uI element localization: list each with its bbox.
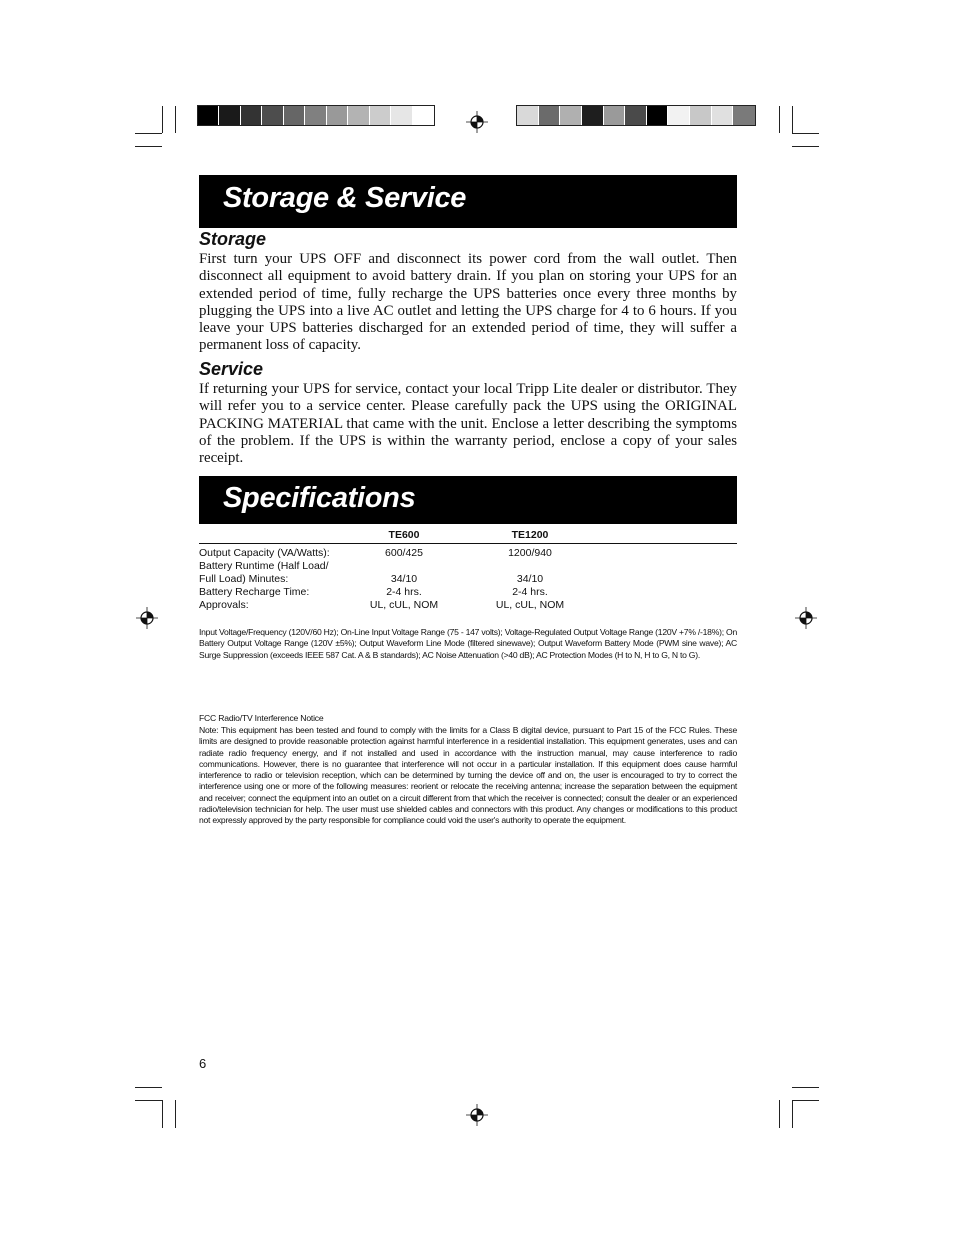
storage-service-banner (199, 175, 737, 228)
spec-column-header-te1200: TE1200 (511, 529, 549, 541)
color-swatch (391, 106, 412, 125)
crop-mark-top-left-h (135, 146, 162, 147)
spec-row-value-te1200: 2-4 hrs. (512, 586, 548, 598)
color-calibration-bar-right (516, 105, 756, 126)
spec-row-label: Output Capacity (VA/Watts): (199, 547, 330, 559)
registration-crosshair-icon (466, 1104, 488, 1126)
color-swatch (517, 106, 539, 125)
page-number: 6 (199, 1056, 207, 1071)
spec-footnote: Input Voltage/Frequency (120V/60 Hz); On-Line Input Voltage Range (75 - 147 volts); Voltage-Regulated Output Voltage Range (120V +7% /-18%); On Battery Output Voltage Range (120V ±5%); Output Waveform Line Mode (filtered sinewave); Output Waveform Battery Mode (PWM sine wave); AC Surge Suppression (exceeds IEEE 587 Cat. A & B standards); AC Noise Attenuation (>40 dB); AC Protection Modes (H to N, H to G, N to G). (199, 627, 737, 660)
spec-row-value-te1200: UL, cUL, NOM (495, 599, 565, 611)
crop-mark-top-right-h2 (792, 146, 819, 147)
crop-mark-bottom-right-v1 (779, 1100, 780, 1128)
color-swatch (625, 106, 647, 125)
specifications-banner (199, 476, 737, 524)
crop-mark-top-right-v2 (792, 106, 793, 133)
crop-mark-top-right-v1 (779, 106, 780, 133)
color-swatch (668, 106, 690, 125)
registration-crosshair-icon (466, 111, 488, 133)
crop-mark-bottom-right-h1 (792, 1087, 819, 1088)
spec-row-label: Battery Runtime (Half Load/ (199, 560, 329, 572)
spec-row-value-te600: 600/425 (385, 547, 423, 559)
fcc-notice-title: FCC Radio/TV Interference Notice (199, 713, 324, 723)
color-swatch (327, 106, 348, 125)
crop-mark-bottom-left-v1 (162, 1100, 163, 1128)
registration-crosshair-icon (795, 607, 817, 629)
color-swatch (262, 106, 283, 125)
crop-mark-bottom-left-v2 (175, 1100, 176, 1128)
color-swatch (305, 106, 326, 125)
color-swatch (733, 106, 755, 125)
registration-crosshair-icon (136, 607, 158, 629)
color-swatch (241, 106, 262, 125)
color-swatch (219, 106, 240, 125)
crop-mark-bottom-left-h1 (135, 1087, 162, 1088)
color-swatch (370, 106, 391, 125)
storage-paragraph: First turn your UPS OFF and disconnect its power cord from the wall outlet. Then disconnect all equipment to avoid battery drain. If you plan on storing your UPS for an extended period of time, fully recharge the UPS batteries once every three months by plugging the UPS into a live AC outlet and letting the UPS charge for 4 to 6 hours. If you leave your UPS batteries discharged for an extended period of time, they will suffer a permanent loss of capacity. (199, 251, 737, 354)
color-swatch (560, 106, 582, 125)
color-calibration-bar-left (197, 105, 435, 126)
crop-mark-top-right-h1 (792, 133, 819, 134)
crop-mark-top-left-h2 (135, 133, 162, 134)
crop-mark-top-left-v2 (175, 106, 176, 133)
color-swatch (284, 106, 305, 125)
color-swatch (348, 106, 369, 125)
service-paragraph: If returning your UPS for service, contact your local Tripp Lite dealer or distributor. They will refer you to a service center. Please carefully pack the UPS using the ORIGINAL PACKING MATERIAL that came with the unit. Enclose a letter describing the symptoms of the problem. If the UPS is within the warranty period, enclose a copy of your sales receipt. (199, 381, 737, 467)
crop-mark-bottom-right-v2 (792, 1100, 793, 1128)
specifications-title: Specifications (223, 482, 416, 514)
spec-row-label: Approvals: (199, 599, 249, 611)
crop-mark-bottom-right-h2 (792, 1100, 819, 1101)
spec-row-value-te600: 2-4 hrs. (386, 586, 422, 598)
spec-row-value-te1200: 1200/940 (508, 547, 552, 559)
spec-row-value-te600: UL, cUL, NOM (369, 599, 439, 611)
color-swatch (604, 106, 626, 125)
storage-heading: Storage (199, 229, 267, 249)
spec-row-label: Full Load) Minutes: (199, 573, 289, 585)
fcc-notice-text: Note: This equipment has been tested and found to comply with the limits for a Class B digital device, pursuant to Part 15 of the FCC Rules. These limits are designed to provide reasonable protection against harmful interference in a residential installation. This equipment generates, uses and can radiate radio frequency energy, and if not installed and used in accordance with the instruction manual, may cause interference to radio communications. However, there is no guarantee that interference will not occur in a particular installation. If this equipment does cause harmful interference to radio or television reception, which can be determined by turning the device off and on, the user is encouraged to try to correct the interference using one or more of the following measures: reorient or relocate the receiving antenna; increase the separation between the equipment and receiver; connect the equipment into an outlet on a circuit different from that which the receiver is connected; consult the dealer or an experienced radio/television technician for help. The user must use shielded cables and connectors with this product. Any changes or modifications to this product not expressly approved by the party responsible for compliance could void the user's authority to operate the equipment. (199, 725, 737, 826)
color-swatch (198, 106, 219, 125)
color-swatch (647, 106, 669, 125)
color-swatch (582, 106, 604, 125)
crop-mark-bottom-left-h2 (135, 1100, 162, 1101)
color-swatch (413, 106, 434, 125)
color-swatch (539, 106, 561, 125)
spec-row-value-te600: 34/10 (390, 573, 418, 585)
color-swatch (712, 106, 734, 125)
spec-header-rule (199, 543, 737, 544)
storage-service-title: Storage & Service (223, 182, 467, 214)
color-swatch (690, 106, 712, 125)
spec-row-label: Battery Recharge Time: (199, 586, 310, 598)
service-heading: Service (199, 359, 264, 379)
spec-row-value-te1200: 34/10 (516, 573, 544, 585)
crop-mark-top-left-v1 (162, 106, 163, 133)
spec-column-header-te600: TE600 (388, 529, 420, 541)
